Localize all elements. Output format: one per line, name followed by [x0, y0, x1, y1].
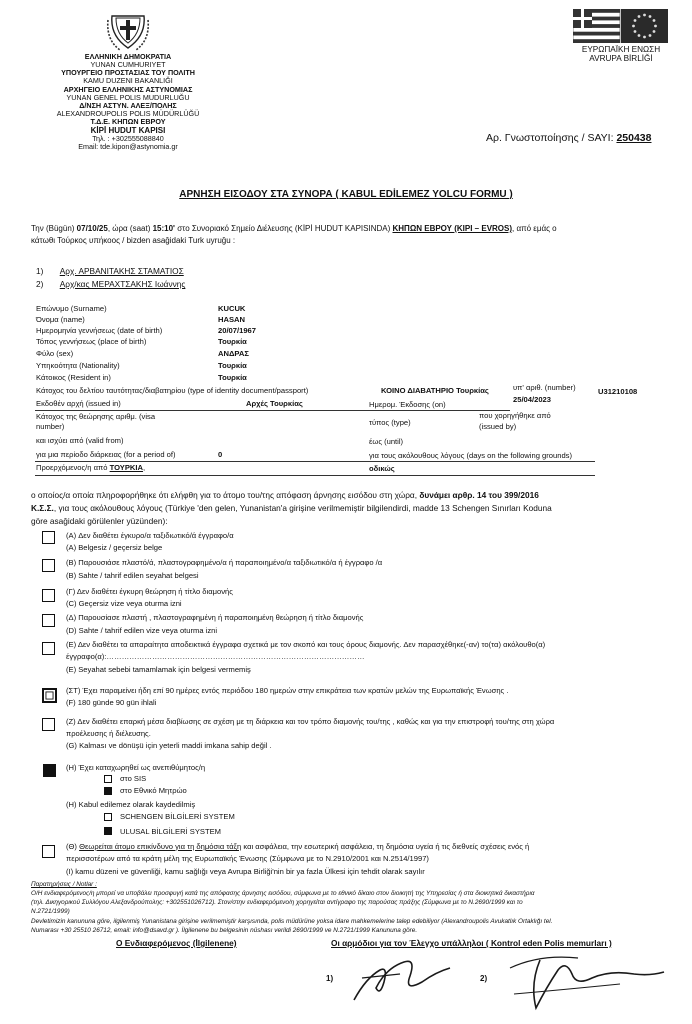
sex-value: ΑΝΔΡΑΣ	[218, 349, 249, 358]
schengen-system-checkbox[interactable]	[104, 813, 112, 821]
reason-g-turkish: (G) Kalması ve dönüşü için yeterli maddi imkana sahip değil .	[66, 741, 272, 750]
reason-c-checkbox[interactable]	[42, 589, 55, 602]
visa-label: Κάτοχος της θεώρησης αριθμ. (visa	[36, 412, 156, 421]
intro-date: 07/10/25	[76, 224, 108, 233]
period-value: 0	[218, 450, 223, 459]
reason-g-greek: (Ζ) Δεν διαθέτει επαρκή μέσα διαβίωσης σε σχέση με τη διάρκεια και τον τρόπο διαμονής του/της , καθώς και για την επιστροφή του/της στη χώρα	[66, 717, 555, 726]
officer-number: 1)	[36, 266, 44, 276]
header-line: ΥΠΟΥΡΓΕΙΟ ΠΡΟΣΤΑΣΙΑΣ ΤΟΥ ΠΟΛΙΤΗ	[61, 68, 195, 78]
reason-i-prefix: (Θ)	[66, 842, 77, 851]
intro-place: ΚΗΠΩΝ ΕΒΡΟΥ (KIPI – EVROS)	[392, 224, 513, 233]
control-officers-label: Οι αρμόδιοι για τον Έλεγχο υπάλληλοι ( Kontrol eden Polis memurları )	[331, 938, 612, 948]
remarks-line: Ο/Η ενδιαφερόμενος/η μπορεί να υποβάλει προσφυγή κατά της απόφασης άρνησης εισόδου, σύμφωνα με το εθνικό δίκαιο στον διοικητή της Υπηρεσίας ή στα διοικητικά δικαστήρια	[31, 890, 535, 897]
reason-a-greek: (A) Δεν διαθέτει έγκυρο/α ταξιδιωτικό/ά έγγραφο/α	[66, 531, 234, 540]
notice-text: ο οποίος/α οποία πληροφορήθηκε ότι ελήφθη για το άτομο του/της απόφαση άρνησης εισόδου στη χώρα,	[31, 490, 418, 500]
reason-f-turkish: (F) 180 günde 90 gün ihlali	[66, 698, 157, 707]
reason-d-greek: (Δ) Παρουσίασε πλαστή , πλαστογραφημένη ή παραποιημένη θεώρηση ή τίτλο διαμονής	[66, 613, 364, 622]
notice-line-3: göre asağidaki görülenler yüzünden):	[31, 516, 168, 526]
issued-by-label: που χορηγήθηκε από	[479, 411, 551, 420]
officer-1	[36, 267, 184, 277]
resident-label: Κάτοικος (Resident in)	[36, 373, 111, 382]
divider	[35, 461, 595, 462]
notice-line-2	[31, 504, 552, 514]
header-line: KAMU DUZENI BAKANLIĞI	[83, 76, 173, 86]
nationality-label: Υπηκοότητα (Nationality)	[36, 361, 120, 370]
issue-date-value: 25/04/2023	[513, 395, 552, 404]
divider	[35, 475, 595, 476]
greece-eu-flags-icon	[573, 9, 668, 43]
reason-d-checkbox[interactable]	[42, 614, 55, 627]
reason-c-greek: (Γ) Δεν διαθέτει έγκυρη θεώρηση ή τίτλο διαμονής	[66, 587, 233, 596]
reason-i-greek-2: περισσοτέρων από τα κράτη μέλη της Ευρωπαϊκής Ένωσης (Σύμφωνα με το Ν.2910/2001 και Ν.2514/1997)	[66, 854, 429, 863]
notice-legal-basis: δυνάμει αρθρ. 14 του 399/2016	[419, 490, 539, 500]
reason-e-greek: (Ε) Δεν διαθέτει τα απαραίτητα αποδεικτικά έγγραφα σχετικά με τον σκοπό και τους όρους διαμονής. Δεν παρασχέθηκε(-αν) το(τα) ακόλουθο(α)	[66, 640, 546, 649]
surname-value: KUCUK	[218, 304, 246, 313]
intro-text: Την (Bügün)	[31, 224, 75, 233]
grounds-label: για τους ακόλουθους λόγους (days on the following grounds)	[369, 451, 572, 460]
header-line: ΕΛΛΗΝΙΚΗ ΔΗΜΟΚΡΑΤΙΑ	[84, 52, 172, 61]
officer-name: Αρχ. ΑΡΒΑΝΙΤΑΚΗΣ ΣΤΑΜΑΤΙΟΣ	[59, 266, 184, 276]
divider	[35, 410, 510, 411]
reason-f-greek: (ΣΤ) Έχει παραμείνει ήδη επί 90 ημέρες εντός περιόδου 180 ημερών στην επικράτεια των κρατών μελών της Ευρωπαϊκής Ένωσης .	[66, 686, 509, 695]
origin-row: Προερχόμενος/η από ΤΟΥΡΚΙΑ,	[36, 463, 146, 472]
national-register-label: στο Εθνικό Μητρώο	[120, 786, 187, 795]
dob-label: Ημερομηνία γεννήσεως (date of birth)	[36, 326, 163, 335]
national-system-label: ULUSAL BİLGİLERİ SYSTEM	[120, 827, 222, 836]
issue-date-label: Ημερομ. Έκδοσης (on)	[369, 400, 446, 409]
doc-number-label: υπ' αριθ. (number)	[513, 383, 576, 392]
reason-i-greek	[66, 843, 529, 852]
signature-2	[500, 948, 670, 1014]
officer-2	[36, 280, 185, 290]
notice-text: , για τους ακόλουθους λόγους (Türkiye 'den gelen, Yunanistan'a girişine verilmemiştir bilgilendirdi, madde 13 Schengen Sınırları Koduna	[53, 503, 552, 513]
reference-label: Αρ. Γνωστοποίησης / SAYI:	[486, 132, 614, 144]
origin-mode: οδικώς	[369, 464, 395, 473]
doc-number-value: U31210108	[598, 387, 638, 396]
intro-text: στο Συνοριακό Σημείο Διέλευσης (KİPİ HUDUT KAPISINDA)	[177, 224, 391, 233]
intro-time: 15:10'	[152, 224, 175, 233]
origin-value: ΤΟΥΡΚΙΑ	[109, 463, 144, 472]
period-label: για μια περίοδο διάρκειας (for a period of)	[36, 450, 176, 459]
notice-line-1	[31, 491, 539, 501]
remarks-line: (τηλ. Δικηγορικού Συλλόγου Αλεξανδρούπολης: +302551026712). Στον/στην ενδιαφερόμενο/η χορηγείται αντίγραφο της παρούσας πράξης (Σύμφωνα με το Ν.2690/1999 και το	[31, 899, 523, 906]
remarks-line: Ν.2721/1999)	[31, 908, 70, 915]
header-line: ΑΡΧΗΓΕΙΟ ΕΛΛΗΝΙΚΗΣ ΑΣΤΥΝΟΜΙΑΣ	[63, 84, 193, 94]
reason-i-greek-underlined: Θεωρείται άτομο επικίνδυνο για τη δημόσια τάξη	[79, 842, 242, 851]
header-line: Τ.Δ.Ε. ΚΗΠΩΝ ΕΒΡΟΥ	[90, 117, 166, 126]
reason-e-checkbox[interactable]	[42, 642, 55, 655]
reason-b-greek: (B) Παρουσιάσε πλαστό/ά, πλαστογραφημένο/α ή παραποιημένο/α ταξιδιωτικό/α ή έγγραφο /α	[66, 558, 383, 567]
eu-label-turkish: AVRUPA BİRLİĞİ	[589, 54, 653, 64]
eu-label	[560, 45, 682, 64]
greek-coat-of-arms-icon	[106, 10, 150, 52]
reference-value: 250438	[616, 132, 652, 144]
reason-h-checkbox-checked[interactable]	[43, 764, 56, 777]
valid-until-label: έως (until)	[369, 437, 404, 446]
issuer-value: Αρχές Τουρκίας	[246, 399, 303, 408]
national-system-checkbox-checked[interactable]	[104, 827, 112, 835]
schengen-system-label: SCHENGEN BİLGİLERİ SYSTEM	[120, 812, 235, 821]
intro-line-1	[31, 224, 557, 233]
intro-text: , ώρα (saat)	[107, 224, 151, 233]
dob-value: 20/07/1967	[218, 326, 257, 335]
reason-c-turkish: (C) Geçersiz vize veya oturma izni	[66, 599, 182, 608]
sex-label: Φύλο (sex)	[36, 349, 74, 358]
reason-e-greek-2: έγγραφο(α):…………………………………………………………………………………………	[66, 652, 365, 661]
remarks-label: Παρατηρήσεις / Notlar :	[31, 881, 97, 888]
reason-i-greek-rest: και ασφάλεια, την εσωτερική ασφάλεια, τη δημόσια υγεία ή τις διεθνείς σχέσεις ενός ή	[243, 842, 530, 851]
signature-1	[346, 948, 456, 1008]
pob-value: Τουρκία	[218, 337, 247, 346]
name-value: HASAN	[218, 315, 246, 324]
surname-label: Επώνυμο (Surname)	[36, 304, 107, 313]
eu-label-greek: ΕΥΡΩΠΑΪΚΗ ΕΝΩΣΗ	[581, 45, 661, 54]
reason-g-greek-2: προέλευσης ή διέλευσης.	[66, 729, 151, 738]
name-label: Όνομα (name)	[36, 315, 85, 324]
signature-1-number: 1)	[326, 974, 334, 983]
sis-checkbox[interactable]	[104, 775, 112, 783]
visa-label-2: number)	[36, 422, 65, 431]
header-line: YUNAN CUMHURIYET	[90, 60, 166, 70]
pob-label: Τόπος γεννήσεως (place of birth)	[36, 337, 147, 346]
reason-f-checkbox[interactable]	[42, 688, 57, 703]
header-line: Δ/ΝΣΗ ΑΣΤΥΝ. ΑΛΕΞ/ΠΟΛΗΣ	[79, 100, 177, 110]
sis-label: στο SIS	[120, 774, 147, 783]
remarks-line: Numarası +30 25510 26712, email: info@dsavd.gr ). İlgilenene bu belgesinin nüshası verildi 2690/1999 ve N.2721/1999 Kanununa göre.	[31, 927, 418, 934]
header-line: Email: tde.kipon@astynomia.gr	[78, 142, 178, 152]
intro-line-2: κάτωθι Τούρκος υπήκοος / bizden asağidaki Turk uyruğu :	[31, 236, 236, 245]
header-line: YUNAN GENEL POLIS MUDURLUĞU	[66, 92, 190, 102]
reference-number	[486, 132, 652, 144]
header-line: Τηλ. : +302555088840	[92, 134, 164, 144]
issuer-label: Εκδοθέν αρχή (issued in)	[36, 399, 121, 408]
resident-value: Τουρκία	[218, 373, 247, 382]
signature-2-number: 2)	[480, 974, 488, 983]
origin-label: Προερχόμενος/η από	[36, 463, 108, 472]
valid-from-label: και ισχύει από (valid from)	[36, 436, 124, 445]
remarks-line: Devletimizin kanununa göre, ilgilenmiş Yunanistana girişine verilmemiştir karşısında, polis müdürüne yoksa idare mahkemelerine talep edebiliyor (Alexandroupolis Avukatlık Ortaklığı tel.	[31, 918, 553, 925]
reason-b-turkish: (B) Sahte / tahrif edilen seyahat belgesi	[66, 571, 199, 580]
reason-e-turkish: (E) Seyahat sebebi tamamlamak için belgesi vermemiş	[66, 665, 251, 674]
issuing-authority-header	[40, 53, 216, 151]
intro-text: , από εμάς ο	[512, 224, 557, 233]
officer-number: 2)	[36, 279, 44, 289]
issued-by-label-2: (issued by)	[479, 422, 517, 431]
doc-holder-label: Κάτοχος του δελτίου ταυτότητας/διαβατηρίου (type of identity document/passport)	[36, 386, 309, 395]
notice-code: Κ.Σ.Σ.	[31, 503, 54, 513]
reason-h-greek: (Η) Έχει καταχωρηθεί ως ανεπιθύμητος/η	[66, 763, 206, 772]
reason-i-turkish: (I) kamu düzeni ve güvenliği, kamu sağlığı veya Avrupa Birliği'nin bir ya fazla Ülkesi için tehdit olarak sayılır	[66, 867, 425, 876]
interested-party-label: Ο Ενδιαφερόμενος (İlgilenene)	[116, 938, 237, 948]
reason-d-turkish: (D) Sahte / tahrif edilen vize veya oturma izni	[66, 626, 218, 635]
form-title: ΑΡΝΗΣΗ ΕΙΣΟΔΟΥ ΣΤΑ ΣΥΝΟΡΑ ( KABUL EDİLEMEZ YOLCU FORMU )	[179, 189, 513, 200]
doc-type-value: ΚΟΙΝΟ ΔΙΑΒΑΤΗΡΙΟ Τουρκίας	[381, 386, 489, 395]
reason-b-checkbox[interactable]	[42, 559, 55, 572]
officer-name: Αρχ/κας ΜΕΡΑΧΤΣΑΚΗΣ Ιωάννης	[59, 279, 186, 289]
reason-g-checkbox[interactable]	[42, 718, 55, 731]
reason-i-checkbox[interactable]	[42, 845, 55, 858]
national-register-checkbox-checked[interactable]	[104, 787, 112, 795]
header-line: ALEXANDROUPOLIS POLIS MÜDÜRLÜĞÜ	[56, 108, 200, 118]
nationality-value: Τουρκία	[218, 361, 247, 370]
header-line: KİPİ HUDUT KAPISI	[90, 126, 166, 136]
reason-a-checkbox[interactable]	[42, 531, 55, 544]
reason-a-turkish: (A) Belgesiz / geçersiz belge	[66, 543, 163, 552]
reason-h-turkish: (H) Kabul edilemez olarak kaydedilmiş	[66, 800, 196, 809]
visa-type-label: τύπος (type)	[369, 418, 411, 427]
